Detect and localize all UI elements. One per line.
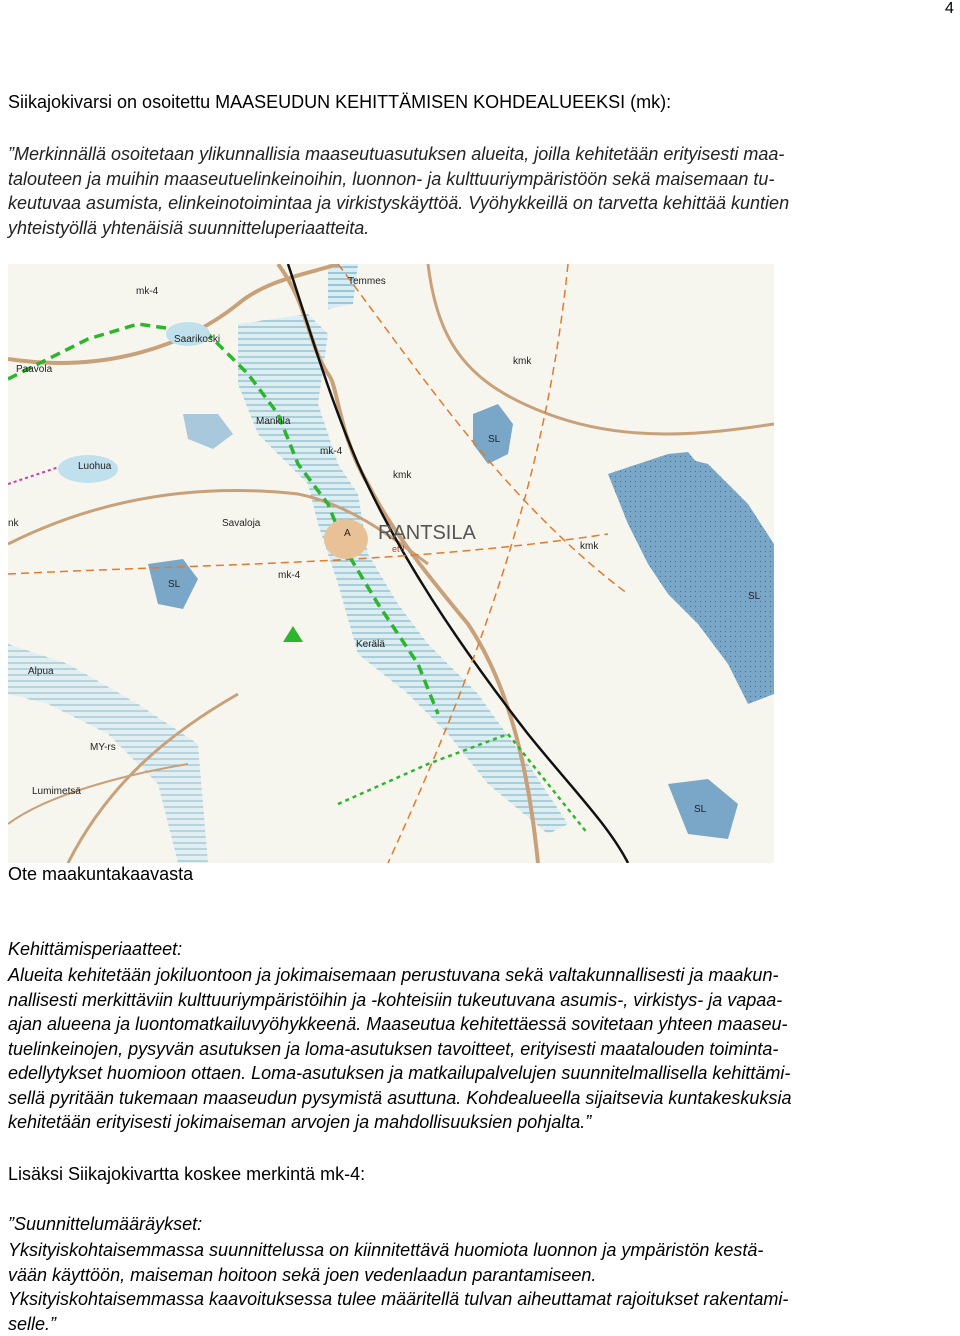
map-label: mk-4: [136, 286, 159, 297]
development-line: tuelinkeinojen, pysyvän asutuksen ja loma-asutuksen tavoitteet, erityisesti maatalouden toiminta-: [8, 1037, 952, 1062]
intro-bold-name: Siikajokivarsi: [8, 92, 112, 112]
planning-quote: [8, 142, 952, 240]
development-paragraph: [8, 963, 952, 1135]
map-label: SL: [748, 591, 761, 602]
mk4-paragraph: Lisäksi Siikajokivartta koskee merkintä mk-4:: [8, 1162, 952, 1187]
quote-line: talouteen ja muihin maaseutuelinkeinoihin, luonnon- ja kulttuuriympäristöön sekä maisemaan tu-: [8, 167, 952, 192]
intro-rest: on osoitettu MAASEUDUN KEHITTÄMISEN KOHDEALUEEKSI (mk):: [112, 92, 671, 112]
development-line: edellytykset huomioon ottaen. Loma-asutuksen ja matkailupalvelujen suunnitelmallisella kehittämi-: [8, 1061, 952, 1086]
regulations-line: vään käyttöön, maiseman hoitoon sekä joen vedenlaadun parantamiseen.: [8, 1263, 952, 1288]
development-line: kehitetään erityisesti jokimaiseman arvojen ja mahdollisuuksien pohjalta.”: [8, 1110, 952, 1135]
map-label: mk-4: [278, 570, 301, 581]
map-label: MY-rs: [90, 742, 116, 753]
map-caption: Ote maakuntakaavasta: [8, 862, 952, 887]
development-line: ajan alueena ja luontomatkailuvyöhykkeenä. Maaseutua kehitettäessä sovitetaan yhteen maaseu-: [8, 1012, 952, 1037]
map-label: RANTSILA: [378, 522, 476, 544]
regulations-paragraph: [8, 1238, 952, 1336]
regulations-line: selle.”: [8, 1312, 952, 1336]
map-label: Mankila: [256, 416, 291, 427]
development-line: Alueita kehitetään jokiluontoon ja jokimaisemaan perustuvana sekä valtakunnallisesti ja maakun-: [8, 963, 952, 988]
quote-line: yhteistyöllä yhtenäisiä suunnitteluperiaatteita.: [8, 216, 952, 241]
regional-plan-map: [8, 264, 774, 863]
map-label: Lumimetsä: [32, 786, 81, 797]
map-label: et-l: [392, 544, 405, 554]
map-graphic: [8, 264, 774, 863]
map-label: A: [344, 528, 351, 539]
map-label: Savaloja: [222, 518, 261, 529]
map-label: kmk: [393, 470, 412, 481]
map-label: Kerälä: [356, 639, 385, 650]
quote-line: keutuvaa asumista, elinkeinotoimintaa ja virkistyskäyttöä. Vyöhykkeillä on tarvetta kehittää kuntien: [8, 191, 952, 216]
map-label: Temmes: [348, 276, 386, 287]
map-label: SL: [488, 434, 501, 445]
development-heading: Kehittämisperiaatteet:: [8, 937, 952, 962]
village-rantsila: [324, 519, 368, 559]
map-label: kmk: [580, 541, 599, 552]
regulations-heading: ”Suunnittelumääräykset:: [8, 1212, 952, 1237]
map-label: kmk: [513, 356, 532, 367]
map-label: SL: [694, 804, 707, 815]
regulations-line: Yksityiskohtaisemmassa suunnittelussa on kiinnitettävä huomiota luonnon ja ympäristön kestä-: [8, 1238, 952, 1263]
page-number: 4: [945, 0, 954, 18]
quote-line: ”Merkinnällä osoitetaan ylikunnallisia maaseutuasutuksen alueita, joilla kehitetään erityisesti maa-: [8, 142, 952, 167]
map-label: Alpua: [28, 666, 54, 677]
regulations-line: Yksityiskohtaisemmassa kaavoituksessa tulee määritellä tulvan aiheuttamat rajoitukset rakentami-: [8, 1287, 952, 1312]
map-label: SL: [168, 579, 181, 590]
development-line: nallisesti merkittäviin kulttuuriympäristöihin ja -kohteisiin tukeutuvana asumis-, virkistys- ja vapaa-: [8, 988, 952, 1013]
map-label: Paavola: [16, 364, 53, 375]
intro-paragraph: [8, 90, 952, 115]
map-label: Saarikoski: [174, 334, 220, 345]
map-label: nk: [8, 518, 20, 529]
development-line: sellä pyritään tukemaan maaseudun pysymistä asuttuna. Kohdealueella sijaitsevia kuntakeskuksia: [8, 1086, 952, 1111]
map-label: mk-4: [320, 446, 343, 457]
map-label: Luohua: [78, 461, 112, 472]
